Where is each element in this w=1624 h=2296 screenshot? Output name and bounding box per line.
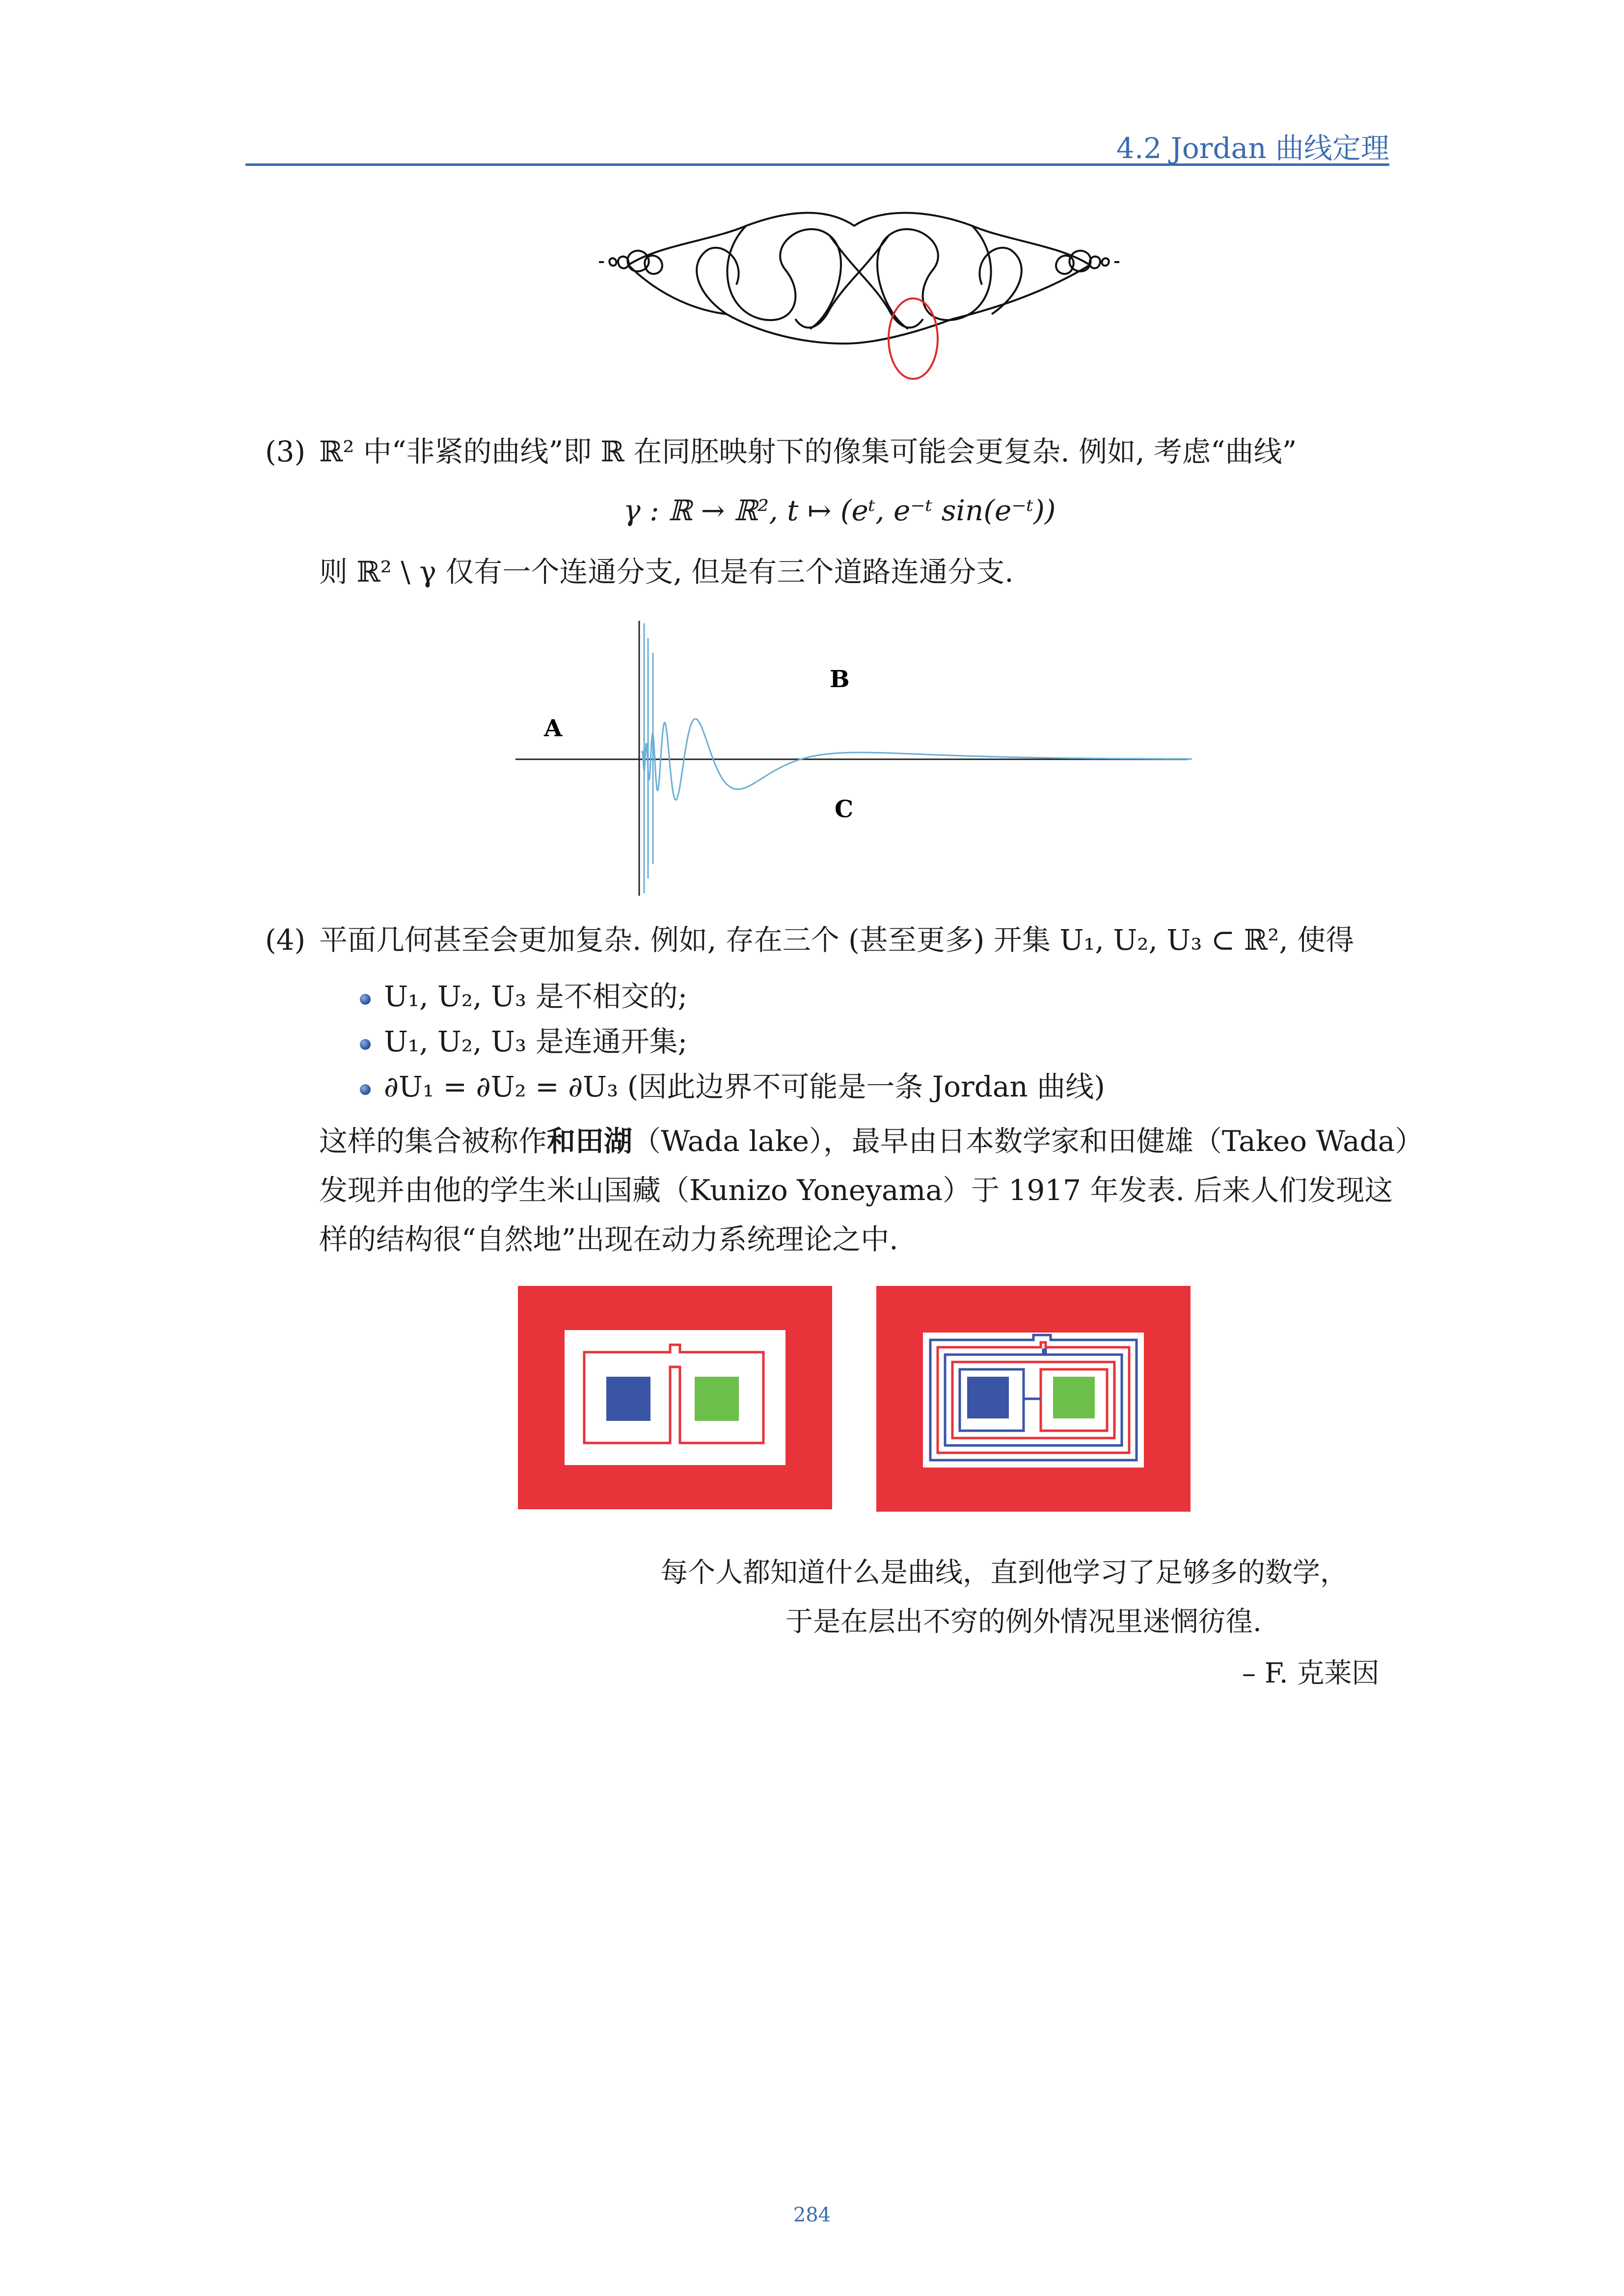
bullet-dot-2: [360, 1039, 371, 1050]
quote-line-1: 每个人都知道什么是曲线，直到他学习了足够多的数学，: [660, 1557, 1348, 1589]
region-b-label: B: [830, 666, 850, 693]
wada-lake-term: 和田湖: [547, 1124, 633, 1158]
wada-lakes-figure-left: [518, 1286, 832, 1509]
item3-formula: γ : ℝ → ℝ², t ↦ (eᵗ, e⁻ᵗ sin(e⁻ᵗ)): [623, 494, 1056, 527]
wada-line-1: [319, 1121, 1423, 1161]
quote-line-2: 于是在层出不穷的例外情况里迷惘彷徨.: [785, 1606, 1262, 1638]
lake-green-left: [695, 1377, 739, 1421]
item3-text: ℝ² 中“非紧的曲线”即 ℝ 在同胚映射下的像集可能会更复杂. 例如, 考虑“曲线”: [319, 435, 1297, 468]
quote-author: – F. 克莱因: [1242, 1657, 1380, 1689]
region-a-label: A: [544, 715, 563, 742]
wada-line-2: 发现并由他的学生米山国藏（Kunizo Yoneyama）于 1917 年发表. 后来人们发现这: [319, 1174, 1393, 1207]
item3-label: (3): [265, 435, 306, 468]
bullet-item-3: ∂U₁ = ∂U₂ = ∂U₃ (因此边界不可能是一条 Jordan 曲线): [384, 1070, 1105, 1103]
wada-line-1-pre: 这样的集合被称作: [319, 1124, 547, 1158]
bullet-item-2: U₁, U₂, U₃ 是连通开集;: [384, 1025, 688, 1058]
item4-label: (4): [265, 923, 306, 957]
bullet-item-1: U₁, U₂, U₃ 是不相交的;: [384, 980, 688, 1013]
wada-line-1-post: （Wada lake），最早由日本数学家和田健雄（Takeo Wada）: [632, 1124, 1424, 1158]
page-number: 284: [793, 2204, 831, 2226]
region-c-label: C: [835, 796, 854, 823]
item3-conclusion: 则 ℝ² \ γ 仅有一个连通分支, 但是有三个道路连通分支.: [319, 555, 1014, 588]
bullet-dot-1: [360, 994, 371, 1005]
header-rule: [245, 163, 1389, 166]
lake-green-right: [1053, 1377, 1095, 1418]
running-header: 4.2 Jordan 曲线定理: [1116, 132, 1389, 165]
wild-knot-figure: [599, 196, 1119, 407]
item4-text: 平面几何甚至会更加复杂. 例如, 存在三个 (甚至更多) 开集 U₁, U₂, U₃ ⊂ ℝ², 使得: [319, 923, 1354, 957]
lake-blue-left: [606, 1377, 650, 1421]
bullet-dot-3: [360, 1084, 371, 1095]
wada-lakes-figure-right: [876, 1286, 1191, 1512]
wada-line-3: 样的结构很“自然地”出现在动力系统理论之中.: [319, 1223, 898, 1256]
lake-blue-right: [967, 1377, 1009, 1418]
sine-curve-figure: [515, 618, 1193, 898]
